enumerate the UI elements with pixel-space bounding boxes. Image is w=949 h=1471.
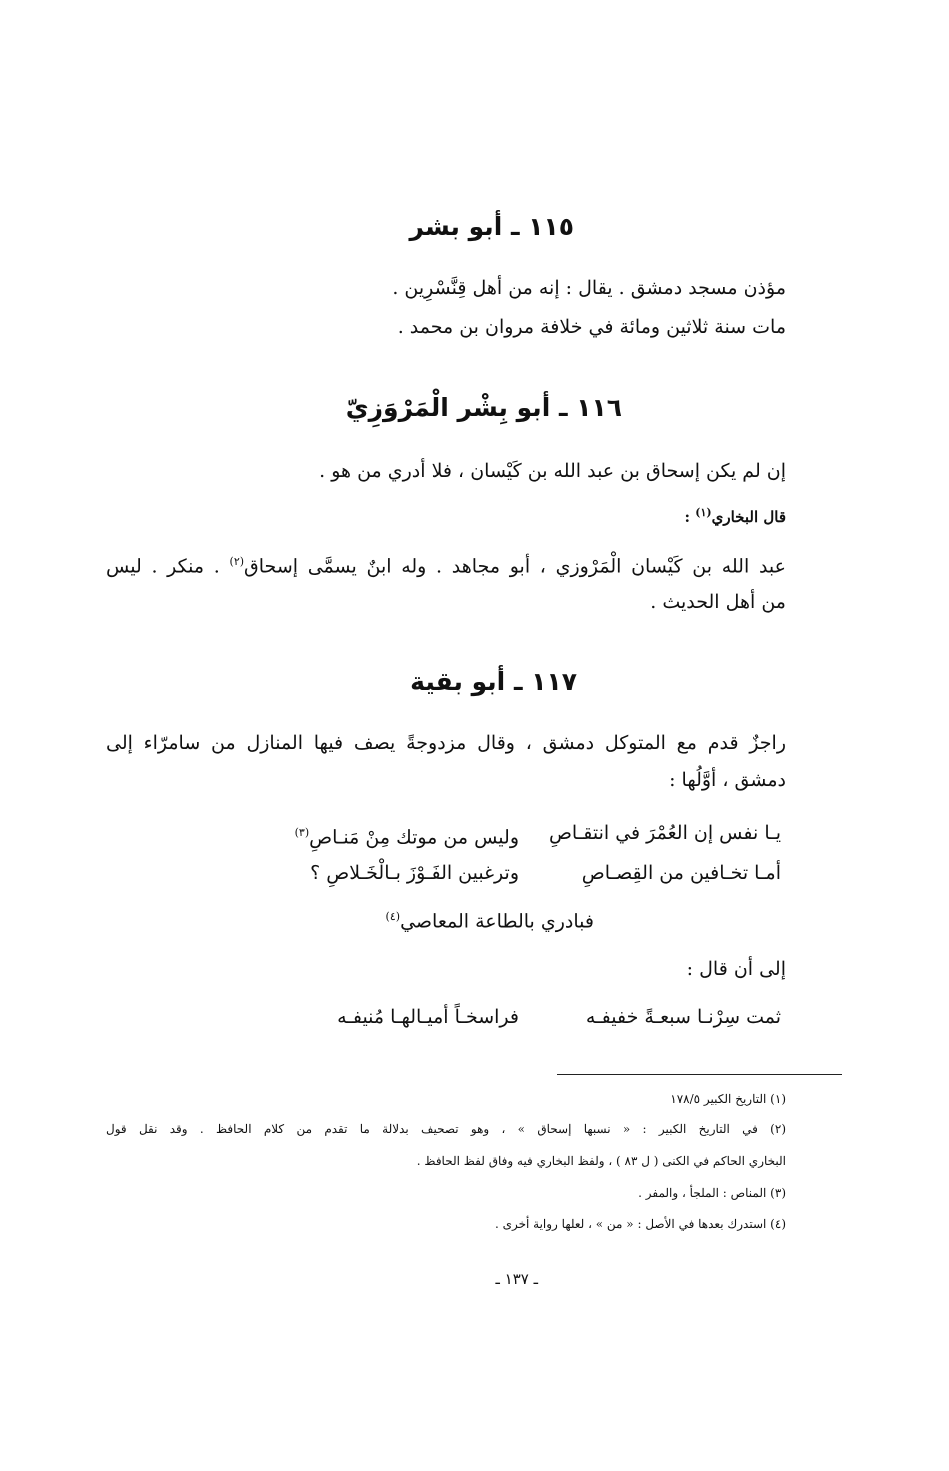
entry-117-intro-line-1: راجزٌ قدم مع المتوكل دمشق ، وقال مزدوجةً يصف فيها المنازل من سامرّاء إلى (106, 732, 786, 754)
footnote-4: (٤) استدرك بعدها في الأصل : « من » ، لعلها رواية أخرى . (494, 1217, 786, 1231)
entry-115-line-1: مؤذن مسجد دمشق . يقال : إنه من أهل قِنَّسْرِين . (392, 277, 786, 299)
footnote-3: (٣) المناص : الملجأ ، والمفر . (638, 1186, 786, 1200)
footnote-2: (٢) في التاريخ الكبير : « نسبها إسحاق » ، وهو تصحيف بدلالة ما تقدم من كلام الحافظ . وقد نقل قول (106, 1122, 786, 1136)
verse-2-second-hemistich: وترغبين الفَـوْزَ بـالْخَـلاصِ ؟ (310, 862, 519, 884)
verse-1-second-text: وليس من موتك مِنْ مَنـاصِ (309, 826, 519, 849)
footnote-ref-2: (٢) (229, 555, 245, 568)
entry-115-line-2: مات سنة ثلاثين ومائة في خلافة مروان بن محمد . (397, 316, 786, 338)
footnote-ref-4: (٤) (385, 910, 401, 923)
verse-4-first-hemistich: ثمت سِرْنـا سبعـةً خفيفـه (585, 1006, 781, 1028)
footnote-2-continued: البخاري الحاكم في الكنى ( ل ٨٣ ) ، ولفظ البخاري فيه وفاق لفظ الحافظ . (416, 1154, 786, 1168)
page-number: ـ ١٣٧ ـ (495, 1270, 538, 1288)
entry-117-intro-line-2: دمشق ، أوَّلُها : (669, 769, 786, 791)
verse-3-text: فبادري بالطاعة المعاصي (400, 910, 594, 933)
verse-4-second-hemistich: فراسخـاً أميـالهـا مُنيفـه (337, 1006, 519, 1028)
entry-117-heading: ١١٧ ـ أبو بقية (410, 667, 577, 696)
entry-116-quote-intro (685, 506, 787, 526)
entry-116-line-1: إن لم يكن إسحاق بن عبد الله بن كَيْسان ، فلا أدري من هو . (319, 460, 786, 482)
quote-intro-colon: : (684, 508, 696, 526)
entry-116-paragraph-line-1 (106, 546, 786, 582)
verse-1-first-hemistich: يـا نفس إن العُمْرَ في انتقـاصِ (548, 822, 781, 844)
entry-116-paragraph-line-2: من أهل الحديث . (650, 591, 786, 613)
paragraph-text-b: . منكر . ليس (106, 555, 230, 578)
footnote-divider (557, 1074, 842, 1075)
verse-3 (386, 901, 594, 937)
entry-115-heading: ١١٥ ـ أبو بشر (409, 212, 574, 241)
footnote-1: (١) التاريخ الكبير ١٧٨/٥ (670, 1092, 786, 1106)
footnote-ref-3: (٣) (294, 826, 310, 839)
verse-2-first-hemistich: أمـا تخـافين من القِصـاصِ (581, 862, 781, 884)
quote-intro-text: قال البخاري (711, 508, 786, 526)
paragraph-text-a: عبد الله بن كَيْسان الْمَرْوزي ، أبو مجاهد . وله ابنٌ يسمَّى إسحاق (244, 555, 786, 578)
transition-line: إلى أن قال : (686, 958, 786, 980)
verse-1-second-hemistich (295, 817, 519, 853)
entry-116-heading: ١١٦ ـ أبو بِشْر الْمَرْوَزِيّ (345, 393, 622, 422)
footnote-ref-1: (١) (695, 506, 712, 519)
